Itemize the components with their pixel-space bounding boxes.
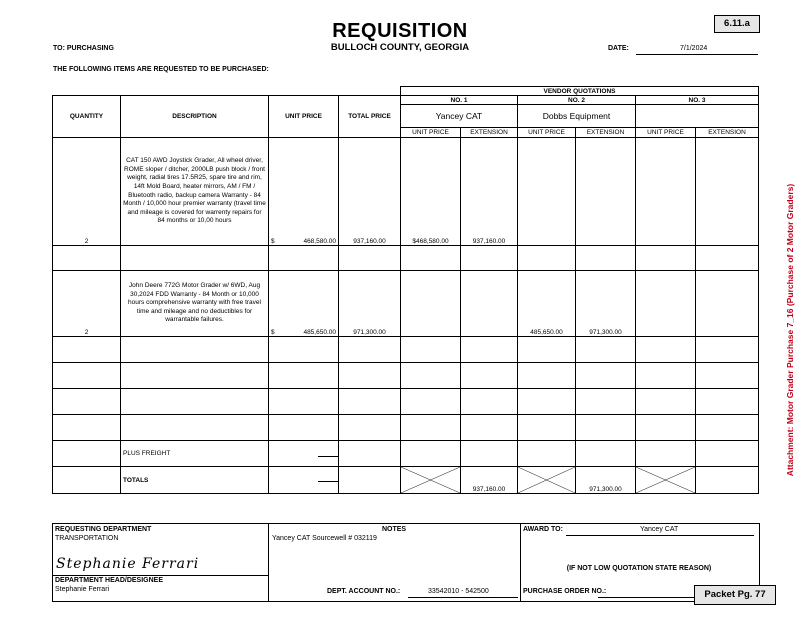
item-1-total-price: 937,160.00	[339, 138, 401, 246]
item-1-unit-price-cell	[269, 138, 339, 246]
department-head-label: DEPARTMENT HEAD/DESIGNEE	[55, 577, 163, 584]
v2-total: 971,300.00	[576, 467, 636, 494]
item-1-v2-ext	[576, 138, 636, 246]
intro-text: THE FOLLOWING ITEMS ARE REQUESTED TO BE PURCHASED:	[53, 66, 269, 73]
item-2-unit-price-cell	[269, 271, 339, 337]
packet-page-badge: Packet Pg. 77	[694, 585, 776, 605]
vendor-quotations-header: VENDOR QUOTATIONS	[401, 87, 759, 96]
v3-extension-header: EXTENSION	[696, 128, 759, 138]
v2-extension-header: EXTENSION	[576, 128, 636, 138]
table-row	[53, 415, 759, 441]
item-2-currency: $	[271, 329, 275, 336]
date-value: 7/1/2024	[680, 45, 708, 52]
dept-account-label: DEPT. ACCOUNT NO.:	[327, 588, 401, 595]
items-table	[52, 86, 759, 494]
v1-unit-price-header: UNIT PRICE	[401, 128, 461, 138]
page-title: REQUISITION	[332, 20, 468, 42]
total-price-header: TOTAL PRICE	[339, 96, 401, 138]
item-2-total-price: 971,300.00	[339, 271, 401, 337]
item-1-v1-unit: $468,580.00	[401, 138, 461, 246]
date-label: DATE:	[608, 45, 629, 52]
plus-freight-label: PLUS FREIGHT	[121, 441, 269, 467]
v2-unit-price-header: UNIT PRICE	[518, 128, 576, 138]
item-2-v2-ext: 971,300.00	[576, 271, 636, 337]
award-to-value: Yancey CAT	[640, 526, 679, 533]
v3-unit-price-header: UNIT PRICE	[636, 128, 696, 138]
description-header: DESCRIPTION	[121, 96, 269, 138]
table-row	[53, 246, 759, 271]
item-2-v1-unit	[401, 271, 461, 337]
vendor-1-number: NO. 1	[401, 96, 518, 105]
dept-account-value: 33542010 - 542500	[428, 588, 489, 595]
totals-row	[53, 467, 759, 494]
item-1-quantity: 2	[53, 138, 121, 246]
table-row	[53, 138, 759, 246]
quantity-header: QUANTITY	[53, 96, 121, 138]
signature: Stephanie Ferrari	[56, 556, 200, 572]
item-2-unit-price: 485,650.00	[303, 329, 336, 336]
requesting-department-label: REQUESTING DEPARTMENT	[55, 526, 152, 533]
item-2-v2-unit: 485,650.00	[518, 271, 576, 337]
v1-total: 937,160.00	[461, 467, 518, 494]
notes-text: Yancey CAT Sourcewell # 032119	[272, 535, 377, 542]
vendor-3-name	[636, 105, 759, 128]
item-2-quantity: 2	[53, 271, 121, 337]
footer-divider-2	[520, 523, 521, 601]
table-row	[53, 337, 759, 363]
freight-row	[53, 441, 759, 467]
unit-price-header: UNIT PRICE	[269, 96, 339, 138]
item-number-badge: 6.11.a	[714, 15, 760, 33]
vendor-2-number: NO. 2	[518, 96, 636, 105]
table-row	[53, 271, 759, 337]
v1-total-unit-x	[401, 467, 461, 494]
footer-sig-line	[52, 575, 268, 576]
vendor-1-name: Yancey CAT	[401, 105, 518, 128]
item-1-v2-unit	[518, 138, 576, 246]
table-row	[53, 389, 759, 415]
not-low-quotation-note: (IF NOT LOW QUOTATION STATE REASON)	[566, 565, 712, 572]
county-subtitle: BULLOCH COUNTY, GEORGIA	[330, 42, 470, 53]
totals-dash-mark	[318, 481, 338, 482]
v3-total-unit-x	[636, 467, 696, 494]
award-to-label: AWARD TO:	[523, 526, 563, 533]
to-label: TO: PURCHASING	[53, 45, 114, 52]
table-row	[53, 363, 759, 389]
vendor-2-name: Dobbs Equipment	[518, 105, 636, 128]
v1-extension-header: EXTENSION	[461, 128, 518, 138]
department-head-name: Stephanie Ferrari	[55, 586, 110, 593]
po-label: PURCHASE ORDER NO.:	[523, 588, 607, 595]
item-2-description: John Deere 772G Motor Grader w/ 6WD, Aug 30,2024 FDD Warranty - 84 Month or 10,000 hours comprehensive warranty with free travel time and mileage and no deductibles for warrantable failures.	[121, 271, 269, 337]
item-1-v1-ext: 937,160.00	[461, 138, 518, 246]
freight-dash-mark	[318, 456, 338, 457]
item-1-description: CAT 150 AWD Joystick Grader, All wheel driver, ROME sloper / ditcher, 2000LB push block / front weight, radial tires 17.5R25, spare tire and rim, 14ft Mold Board, heater mirrors, AM / FM / Bluetooth radio, backup camera Warranty - 84 Month / 10,000 hour premier warranty (travel time and mileage is covered for warrenty repairs for 84 months or 10,00 hours	[121, 138, 269, 246]
footer-divider-1	[268, 523, 269, 601]
item-1-currency: $	[271, 238, 275, 245]
item-2-v1-ext	[461, 271, 518, 337]
item-1-unit-price: 468,580.00	[303, 238, 336, 245]
notes-label: NOTES	[381, 526, 407, 533]
vendor-3-number: NO. 3	[636, 96, 759, 105]
v2-total-unit-x	[518, 467, 576, 494]
totals-label: TOTALS	[121, 467, 269, 494]
po-line	[598, 588, 694, 598]
attachment-sidebar-text: Attachment: Motor Grader Purchase 7_16 (Purchase of 2 Motor Graders)	[785, 183, 795, 477]
requesting-department: TRANSPORTATION	[55, 535, 119, 542]
